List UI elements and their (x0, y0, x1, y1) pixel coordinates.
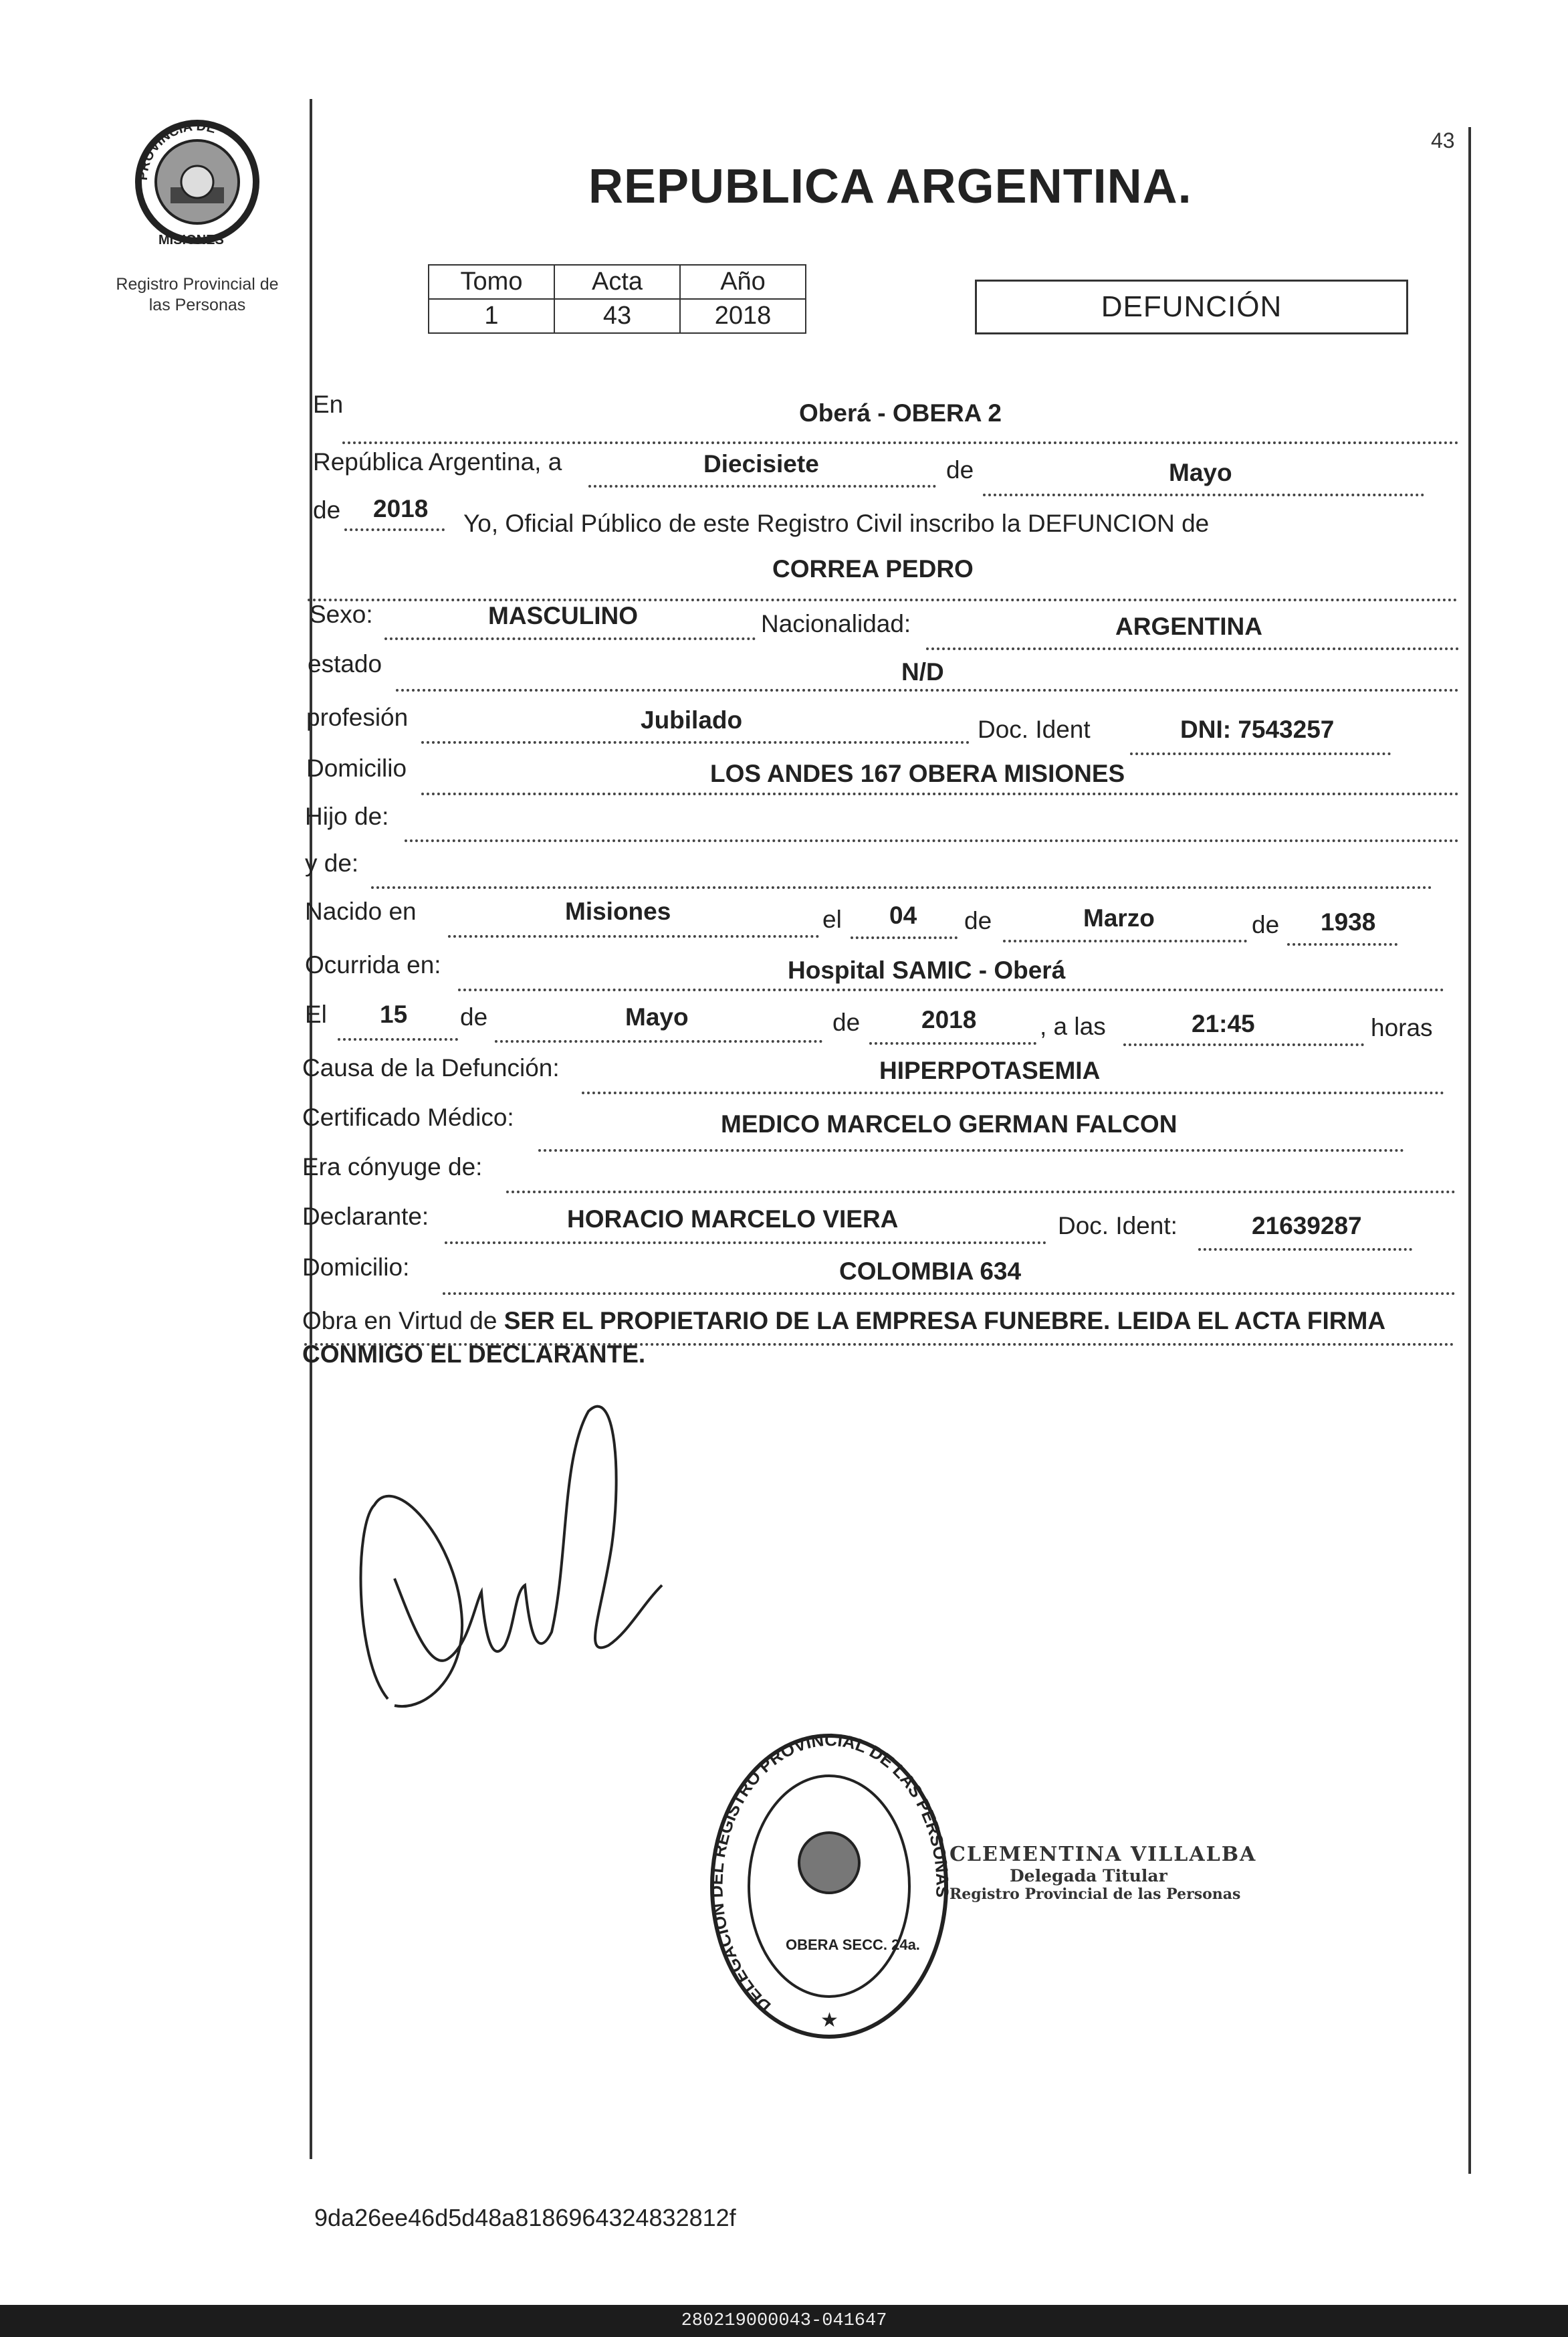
label-nacionalidad: Nacionalidad: (761, 610, 911, 637)
value-declarante-doc: 21639287 (1252, 1212, 1362, 1239)
value-nac-dia: 04 (889, 902, 917, 929)
label-yo-oficial: Yo, Oficial Público de este Registro Civil inscribo la DEFUNCION de (463, 510, 1210, 537)
label-hijo-de: Hijo de: (305, 803, 389, 830)
dotted-line (396, 689, 1459, 692)
official-org: Registro Provincial de las Personas (949, 1886, 1241, 1903)
label-de: de (1252, 911, 1280, 938)
value-dia: Diecisiete (703, 450, 819, 478)
value-def-dia: 15 (380, 1001, 408, 1028)
official-name-stamp (949, 1843, 1270, 1963)
svg-text:OBERA SECC. 24a.: OBERA SECC. 24a. (786, 1936, 920, 1953)
label-horas: horas (1371, 1014, 1433, 1041)
label-declarante: Declarante: (302, 1203, 429, 1230)
dotted-line (445, 1241, 1046, 1244)
svg-text:PROVINCIA DE: PROVINCIA DE (135, 118, 218, 181)
value-profesion: Jubilado (641, 706, 743, 734)
label-republica: República Argentina, a (313, 448, 562, 476)
dotted-line (869, 1042, 1036, 1045)
document-hash: 9da26ee46d5d48a8186964324832812f (314, 2204, 736, 2231)
label-certificado: Certificado Médico: (302, 1104, 514, 1131)
dotted-line (443, 1292, 1456, 1295)
value-anio: 2018 (373, 495, 429, 522)
dotted-line (421, 793, 1459, 795)
dotted-line (588, 485, 936, 488)
dotted-line (1130, 752, 1391, 755)
label-conyuge: Era cónyuge de: (302, 1153, 483, 1181)
dotted-line (405, 839, 1459, 842)
label-estado: estado (308, 650, 382, 678)
logo-caption: Registro Provincial de las Personas (116, 275, 279, 314)
label-sexo: Sexo: (310, 601, 373, 628)
registry-table (428, 264, 806, 334)
official-name: CLEMENTINA VILLALBA (949, 1843, 1257, 1866)
label-de: de (964, 907, 992, 934)
dotted-line (384, 637, 756, 640)
dotted-line (304, 1343, 1454, 1346)
page-title: REPUBLICA ARGENTINA. (588, 160, 1192, 213)
dotted-line (1003, 940, 1247, 942)
label-domicilio-declarante: Domicilio: (302, 1253, 410, 1281)
value-estado: N/D (901, 658, 944, 686)
dotted-line (983, 494, 1424, 496)
label-doc-ident-declarante: Doc. Ident: (1058, 1212, 1178, 1239)
value-nombre: CORREA PEDRO (772, 555, 974, 583)
value-declarante: HORACIO MARCELO VIERA (567, 1205, 899, 1233)
value-mes: Mayo (1169, 459, 1232, 486)
value-sexo: MASCULINO (488, 602, 639, 629)
label-de: de (946, 456, 974, 484)
label-en: En (313, 391, 344, 418)
svg-text:★: ★ (820, 2009, 838, 2031)
svg-text:MISIONES: MISIONES (158, 233, 224, 247)
dotted-line (582, 1092, 1444, 1094)
dotted-line (1123, 1043, 1364, 1046)
dotted-line (1198, 1248, 1412, 1251)
dotted-line (342, 441, 1459, 444)
official-title: Delegada Titular (1010, 1866, 1167, 1886)
value-nac-mes: Marzo (1083, 904, 1155, 932)
value-causa: HIPERPOTASEMIA (879, 1057, 1101, 1084)
label-de: de (832, 1009, 861, 1036)
label-obra-en-virtud: Obra en Virtud de (302, 1307, 497, 1334)
provincial-seal-logo (124, 107, 271, 261)
value-nac-anio: 1938 (1321, 908, 1376, 936)
dotted-line (495, 1040, 822, 1043)
label-nacido-en: Nacido en (305, 898, 417, 925)
label-causa: Causa de la Defunción: (302, 1054, 560, 1082)
dotted-line (506, 1191, 1456, 1193)
registry-header-acta: Acta (554, 265, 680, 299)
value-nacionalidad: ARGENTINA (1115, 613, 1262, 640)
value-ocurrida-en: Hospital SAMIC - Oberá (788, 956, 1066, 984)
label-doc-ident: Doc. Ident (978, 716, 1091, 743)
value-def-hora: 21:45 (1192, 1010, 1255, 1037)
value-domicilio: LOS ANDES 167 OBERA MISIONES (710, 760, 1125, 787)
registry-value-anio: 2018 (680, 299, 806, 333)
label-a-las: , a las (1040, 1013, 1106, 1040)
dotted-line (448, 935, 819, 938)
label-de: de (460, 1003, 488, 1031)
barcode-footer: 280219000043-041647 (0, 2305, 1568, 2337)
registry-value-tomo: 1 (429, 299, 554, 333)
dotted-line (538, 1149, 1404, 1152)
registry-header-anio: Año (680, 265, 806, 299)
label-domicilio: Domicilio (306, 754, 407, 782)
value-def-anio: 2018 (921, 1006, 977, 1033)
dotted-line (1287, 943, 1397, 946)
dotted-line (308, 599, 1458, 601)
label-y-de: y de: (305, 849, 359, 877)
obra-en-virtud (302, 1304, 1452, 1371)
dotted-line (344, 528, 445, 531)
value-def-mes: Mayo (625, 1003, 689, 1031)
right-margin-line (1468, 127, 1471, 2174)
dotted-line (421, 741, 970, 744)
label-el: el (822, 906, 842, 933)
value-obra-en-virtud: SER EL PROPIETARIO DE LA EMPRESA FUNEBRE. LEIDA EL ACTA FIRMA CONMIGO EL DECLARANTE. (302, 1307, 1385, 1368)
value-nacido-en: Misiones (565, 898, 671, 925)
value-certificado: MEDICO MARCELO GERMAN FALCON (721, 1110, 1178, 1138)
dotted-line (851, 936, 958, 939)
label-el: El (305, 1001, 327, 1028)
dotted-line (338, 1038, 458, 1041)
page-number: 43 (1431, 128, 1455, 153)
value-lugar: Oberá - OBERA 2 (799, 399, 1002, 427)
value-doc-ident: DNI: 7543257 (1180, 716, 1335, 743)
value-declarante-domicilio: COLOMBIA 634 (839, 1257, 1022, 1285)
svg-text:DELEGACION DEL REGISTRO PROVIN: DELEGACION DEL REGISTRO PROVINCIAL DE LAS PERSONAS (706, 1729, 953, 2017)
declarant-signature (348, 1391, 695, 1739)
dotted-line (371, 886, 1432, 889)
label-de: de (313, 496, 341, 524)
dotted-line (926, 647, 1459, 650)
registry-value-acta: 43 (554, 299, 680, 333)
registry-header-tomo: Tomo (429, 265, 554, 299)
dotted-line (458, 989, 1444, 991)
label-ocurrida-en: Ocurrida en: (305, 951, 441, 979)
official-stamp (705, 1729, 953, 2043)
label-profesion: profesión (306, 704, 409, 731)
record-type-box: DEFUNCIÓN (975, 280, 1408, 334)
